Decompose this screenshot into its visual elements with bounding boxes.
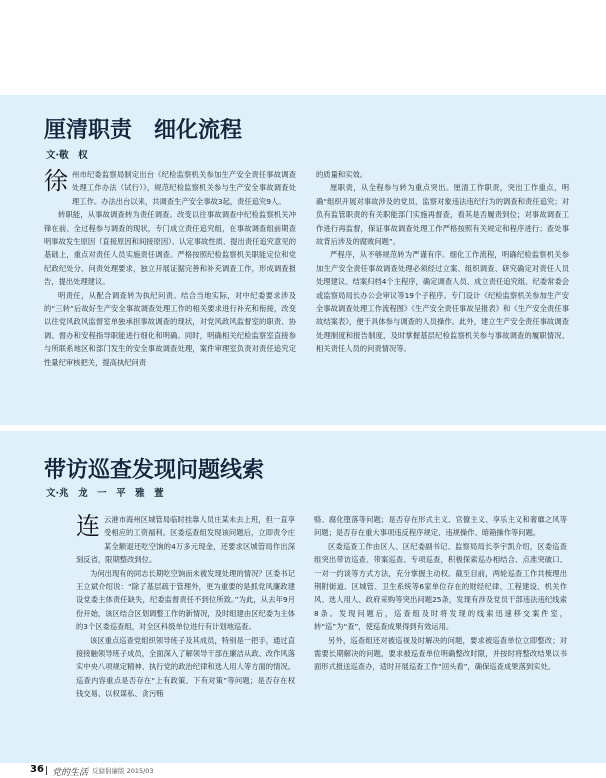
paragraph: 区委巡查工作由区人、区纪委副书记、监察局局长李宇凯介绍，区委巡查组突出带访巡查、带案巡查、专项巡查，积极探索巡办相结合、点准突破口、一对一约谈等方式方法，充分掌握主动权。截至目前，两轮巡查工作共梳理出荆附街道、区城管、卫生系统等6家单位存在的财经纪律、工程建设、机关作风、选人用人、政府采购等突出问题25条，发现有涉及党员干部违法违纪线索8条。发现问题后，巡查组及时将发现的线索迅速移交案件室，转“巡”为“查”，使巡查成果得到有效运用。: [314, 541, 567, 632]
dropcap: 连: [76, 513, 100, 540]
article-2: [0, 431, 606, 763]
paragraph: 该区重点巡查党组织领导班子及其成员，特别是一把手，通过直接接触领导班子成员，全面深入了解领导干部在廉洁从政、改作风落实中央八项规定精神、执行党的政治纪律和选人用人等方面的情况。巡查内容重点是否存在“上有政策、下有对策”等问题；是否存在权钱交易、以权谋私、贪污贿: [76, 635, 295, 699]
article-2-byline: 文·兆 龙 一 平 雅 萱: [46, 488, 164, 499]
magazine-logo: 党的生活: [52, 768, 89, 778]
paragraph: 为何出现有的同志长期吃空饷而未被发现处理的情况？区委书记王立斌介绍说：“除了基层疏于管理外，更为重要的是抓党风廉政建设党委主体责任缺失，纪委监督责任不到位所致。”为此，从去年9月份开始，该区结合区划调整工作的新情况，及时组建由区纪委为主体的3个区委巡查组，对全区科级单位进行有计划地巡查。: [76, 568, 295, 632]
paragraph: 徐州市纪委监察局制定出台《纪检监察机关参加生产安全责任事故调查处理工作办法（试行）》，规范纪检监察机关参与生产安全事故调查处理工作。办法出台以来，共调查生产安全事故3起，责任追究9人。: [44, 168, 296, 206]
article-2-right-column: [314, 513, 567, 758]
article-2-left-column: [76, 513, 295, 758]
footer-divider: [46, 766, 47, 775]
page-footer: [0, 763, 606, 778]
article-1-left-column: [44, 168, 296, 424]
page-number: 36: [30, 764, 44, 775]
paragraph: 明责任，从配合调查转为执纪问责。结合当地实际，对中纪委要求涉及的“三转”后故好生产安全事故调查处理工作的相关要求进行补充和衔接，改变以往党风政风监督室单独承担事故调查的现状，对党风政风监督室的职责、协调、督办和安程指导职能进行细化和明确。同时，明确相关纪检监察室直接参与所联系地区和部门发生的安全事故调查处理，案件审理室负责对责任追究定性量纪审核把关，提高执纪问责: [44, 290, 296, 367]
paragraph: 另外，巡查组还对被巡视及时解决的问题，要求被巡查单位立即整改；对需要长期解决的问题，要求被巡查单位明确整改时限，并按时将整改结果以书面形式报送巡查办，适时开展巡查工作“回头看”，确保巡查成果落到实处。: [314, 635, 567, 672]
paragraph: 的质量和实效。: [316, 170, 368, 179]
article-1-title: 厘清职责 细化流程: [44, 117, 243, 143]
issue-label: 反腐倡廉版 2015/03: [92, 767, 154, 775]
paragraph: 厘职责，从全程参与转为重点突出。厘清工作职责，突出工作重点，明确“组织开展对事故涉及的党员、监察对象违法违纪行为的调查和责任追究；对负有监管职责的有关职能部门实施再督查，看其是否履责到位；对事故调查工作进行再监督，保证事故调查处理工作严格按照有关规定和程序进行；查处事故背后涉及的腐败问题”。: [316, 183, 569, 247]
article-1-byline: 文·敬 权: [46, 150, 88, 161]
paragraph: 严程序，从不够规范转为严谨有序。细化工作流程，明确纪检监察机关参加生产安全责任事故调查处理必须经过立案、组织调查、研究确定对责任人员处理建议、结案归档4个主程序，确定调查人员、成立责任追究组、纪委常委会或监察局局长办公会审议等19个子程序。专门设计《纪检监察机关参加生产安全事故调查处理工作流程图》《生产安全责任事故呈报表》和《生产安全责任事故结案表》，便于具体参与调查的人员操作。此外，建立生产安全责任事故调查处理制度和报告制度，及时掌握基层纪检监察机关参与事故调查的履职情况、相关责任人员的问责情况等。: [316, 250, 569, 354]
paragraph: 赂、腐化堕落等问题；是否存在形式主义、官僚主义、享乐主义和奢靡之风等问题；是否存在重大事项违反程序规定、违规操作、暗箱操作等问题。: [314, 515, 567, 538]
article-1-right-column: [316, 168, 569, 424]
article-1: [0, 95, 606, 425]
paragraph: 转职能，从事故调查转为责任调查。改变以往事故调查中纪检监察机关冲锋在前、全过程参与调查的现状，专门成立责任追究组，在事故调查组前期查明事故发生原因（直接原因和间接原因）、认定事故性质、提出责任追究意见的基础上，重点对责任人员实施责任调查。严格按照纪检监察机关职能定位和党纪政纪处分、问责处理要求，独立开展证据完善和补充调查工作，形成调查报告，提出处理建议。: [44, 210, 296, 287]
dropcap: 徐: [44, 168, 68, 195]
article-2-title: 带访巡查发现问题线索: [44, 457, 265, 483]
paragraph: 连云港市海州区城管局临时挂靠人员庄某未去上班，但一直享受相应的工资福利。区委巡查组发现该问题后，立即责令庄某全额退还吃空饷的4万多元现金，还要求区城管局作出深刻反省，限期整改到位。: [76, 513, 295, 565]
top-whitespace: [0, 0, 606, 95]
